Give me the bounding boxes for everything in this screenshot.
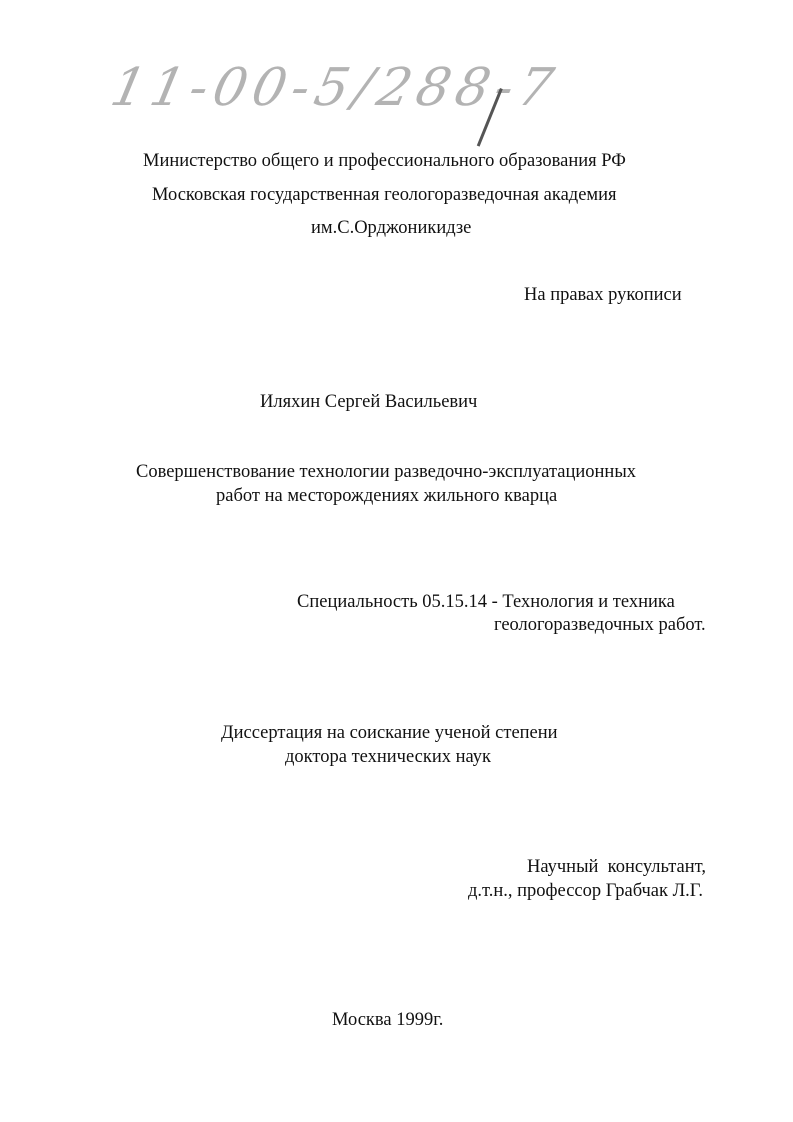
dissertation-title-line-1: Совершенствование технологии разведочно-эксплуатационных bbox=[136, 462, 636, 482]
specialty-line-2: геологоразведочных работ. bbox=[494, 615, 706, 635]
named-after-line: им.С.Орджоникидзе bbox=[311, 218, 472, 238]
place-year: Москва 1999г. bbox=[332, 1010, 444, 1030]
degree-line-1: Диссертация на соискание ученой степени bbox=[221, 723, 558, 743]
ministry-line: Министерство общего и профессионального образования РФ bbox=[143, 151, 626, 171]
academy-line: Московская государственная геологоразведочная академия bbox=[152, 185, 617, 205]
handwritten-archive-number: 11-00-5/288-7 bbox=[105, 58, 565, 118]
advisor-line-2: д.т.н., профессор Грабчак Л.Г. bbox=[468, 881, 703, 901]
specialty-line-1: Специальность 05.15.14 - Технология и техника bbox=[297, 592, 675, 612]
advisor-line-1: Научный консультант, bbox=[527, 857, 706, 877]
dissertation-title-line-2: работ на месторождениях жильного кварца bbox=[216, 486, 558, 506]
manuscript-rights: На правах рукописи bbox=[524, 285, 682, 305]
author-name: Иляхин Сергей Васильевич bbox=[260, 392, 478, 412]
degree-line-2: доктора технических наук bbox=[285, 747, 492, 767]
